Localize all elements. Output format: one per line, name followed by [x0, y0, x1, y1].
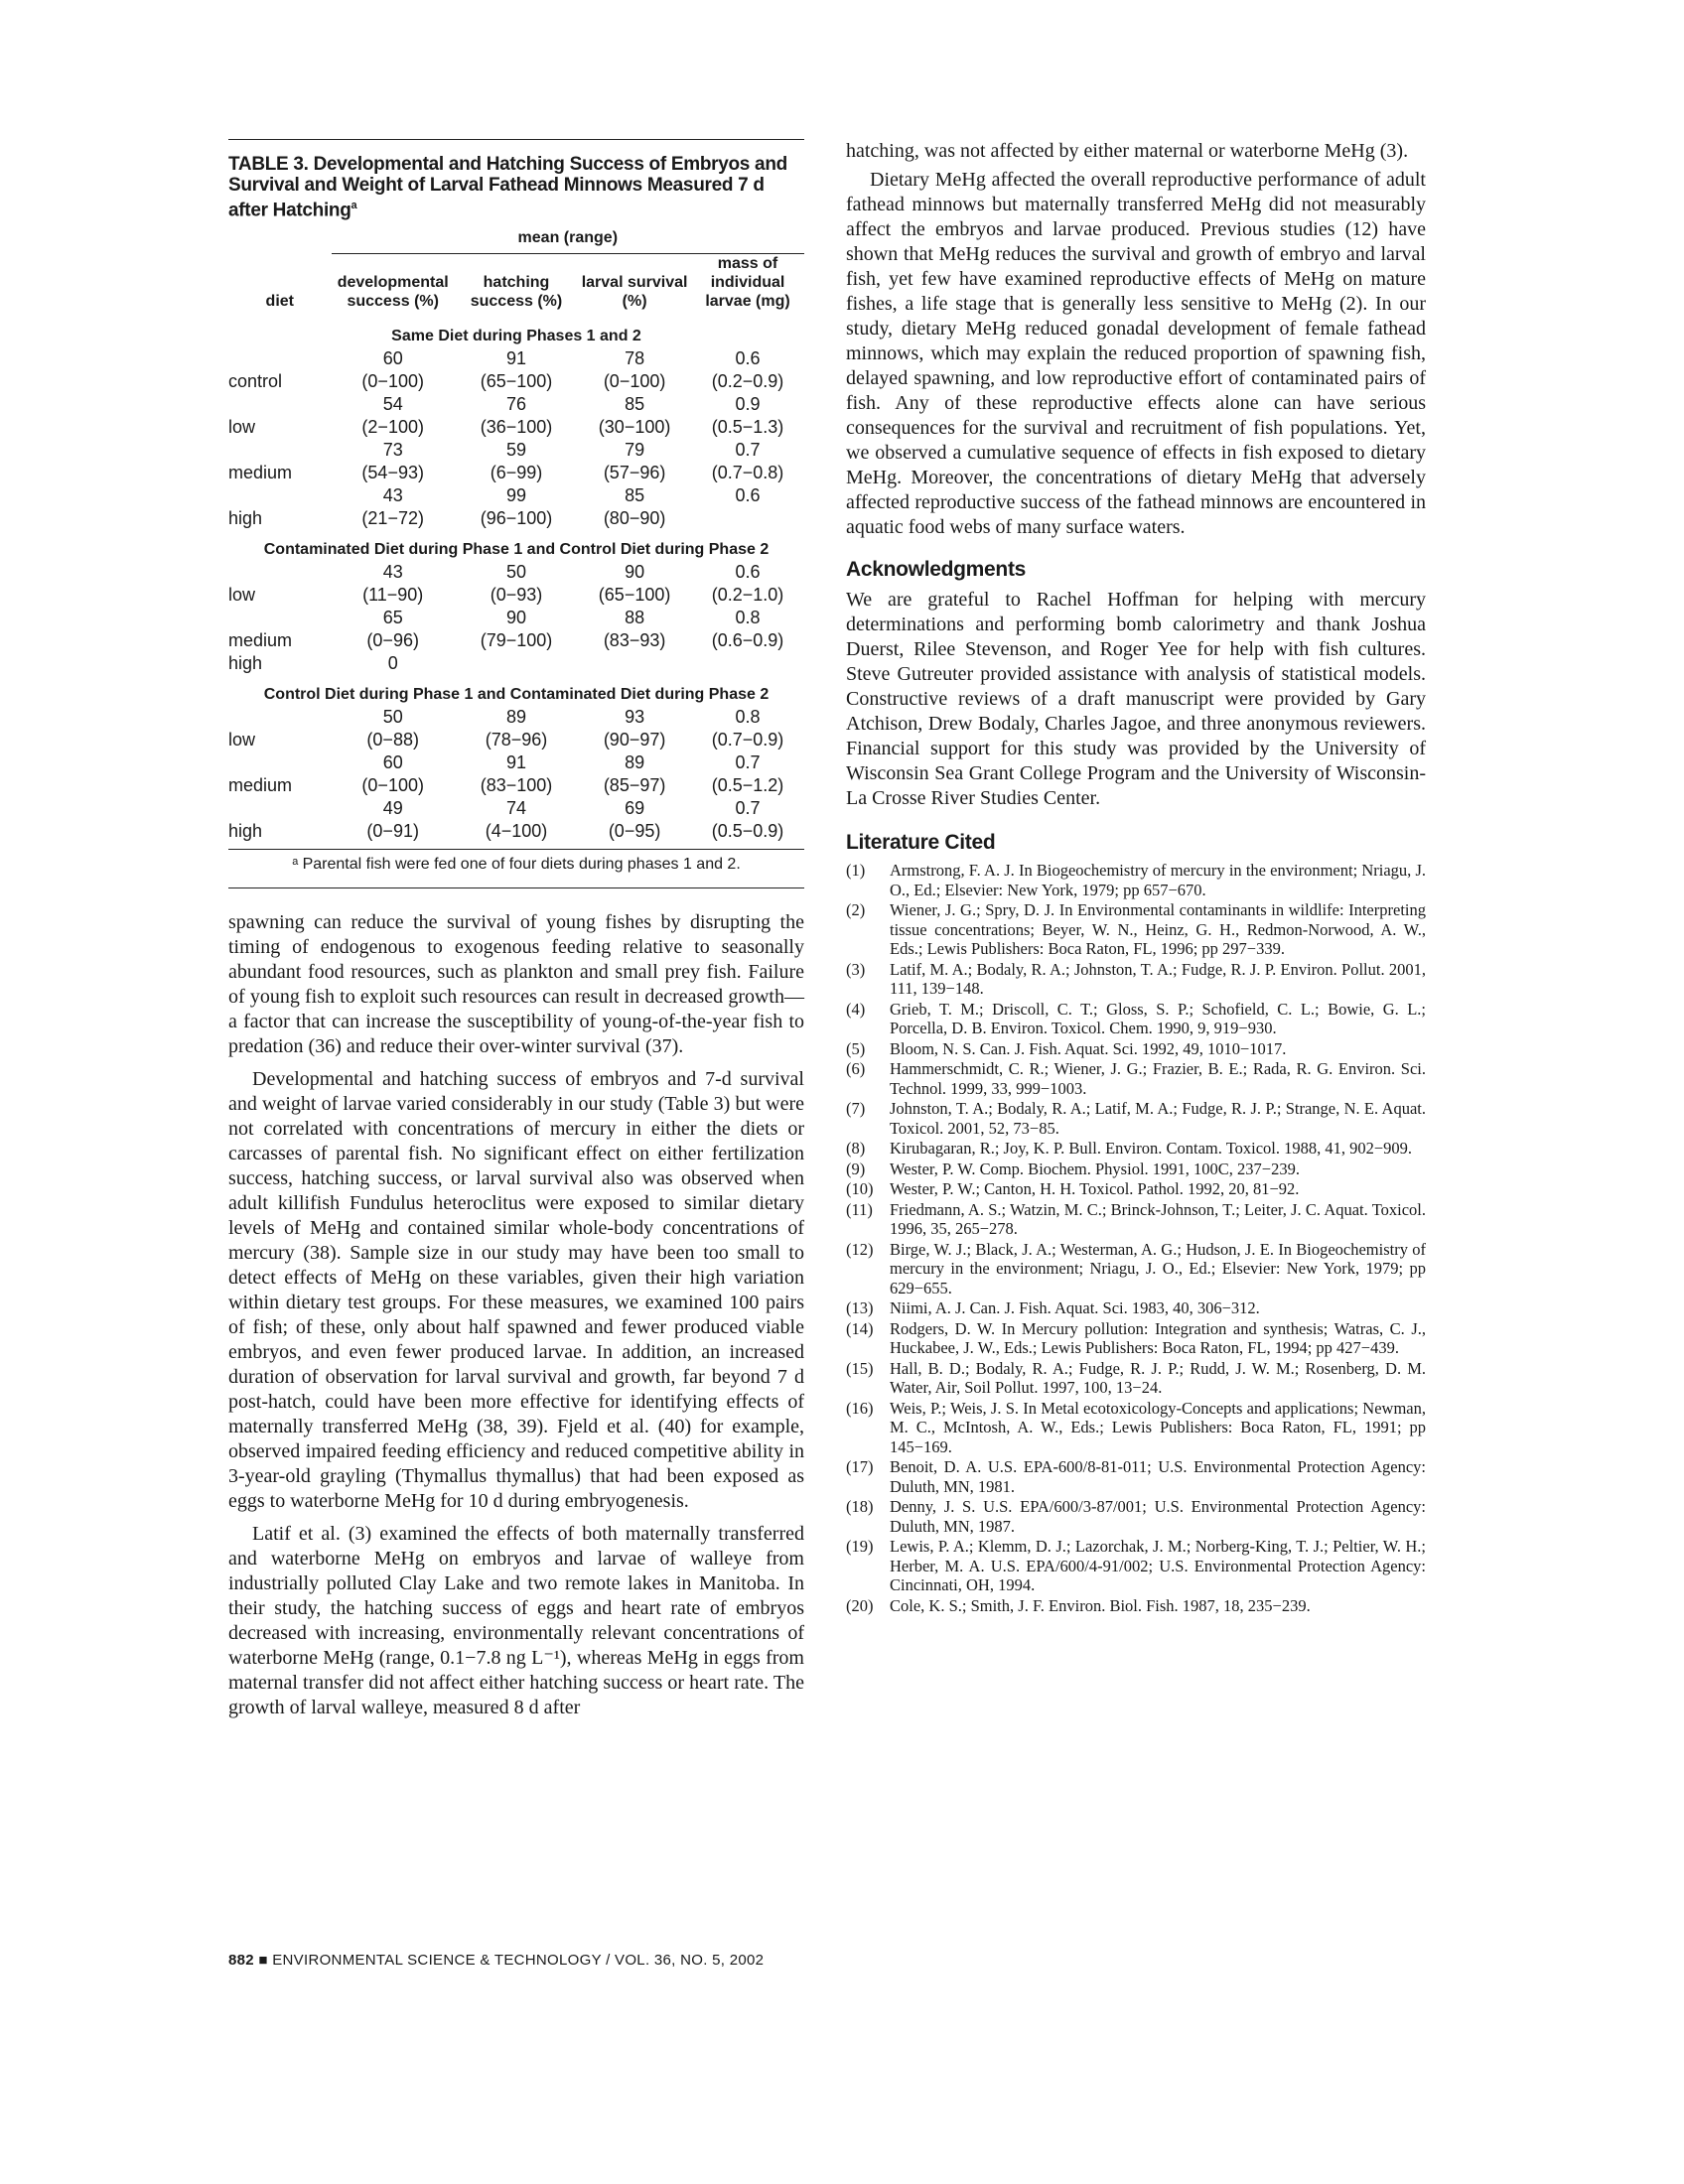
range-cell: (0−96) — [366, 630, 419, 651]
mean-cell: 76 — [505, 394, 526, 415]
table-row-range — [228, 462, 804, 484]
mean-cell: 0.7 — [735, 752, 761, 773]
table-row-mean — [228, 561, 804, 584]
reference-number: (1) — [846, 861, 866, 880]
mean-cell — [578, 652, 691, 675]
reference-text: Kirubagaran, R.; Joy, K. P. Bull. Environ. Contam. Toxicol. 1988, 41, 902−909. — [890, 1139, 1413, 1158]
col-header-developmental: developmental success (%) — [337, 274, 449, 311]
range-cell: (0.7−0.9) — [711, 730, 784, 751]
reference-number: (16) — [846, 1398, 874, 1418]
reference-number: (15) — [846, 1358, 874, 1378]
range-cell: (0.7−0.8) — [711, 463, 784, 483]
range-cell: (78−96) — [485, 730, 548, 751]
range-cell: (0−95) — [608, 821, 661, 842]
mean-cell: 74 — [505, 798, 526, 819]
mean-cell: 0 — [387, 653, 398, 674]
paragraph: Dietary MeHg affected the overall reproductive performance of adult fathead minnows but maternally transferred MeHg did not measurably affect the embryos and larvae produced. Previous studies (12) have shown that MeHg reduces the survival and growth of embryo and larval fish, yet few have examined reproductive effects of MeHg on mature fishes, a life stage that is generally less sensitive to MeHg (2). In our study, dietary MeHg reduced gonadal development of female fathead minnows, which may explain the reduced proportion of spawning fish, delayed spawning, and low reproductive effort of contaminated pairs of fish. Any of these reproductive effects alone can have serious consequences for the survival and recruitment of fish populations. Yet, we observed a cumulative sequence of effects in fish exposed to dietary MeHg. Moreover, the concentrations of dietary MeHg that adversely affected reproductive success of the fathead minnows are encountered in aquatic food webs of many surface waters. — [846, 169, 1426, 538]
range-cell: (65−100) — [598, 585, 671, 606]
acknowledgments-heading: Acknowledgments — [846, 558, 1027, 581]
mean-cell: 59 — [505, 440, 526, 461]
mean-cell: 50 — [505, 562, 526, 583]
mean-cell: 0.7 — [735, 440, 761, 461]
range-cell: (0.5−1.3) — [711, 417, 784, 438]
group-header-row — [228, 317, 804, 347]
diet-label: medium — [228, 463, 293, 483]
reference-number: (19) — [846, 1537, 874, 1556]
reference-text: Benoit, D. A. U.S. EPA-600/8-81-011; U.S. Environmental Protection Agency: Duluth, MN, 1981. — [890, 1457, 1426, 1496]
data-table — [228, 226, 804, 843]
reference-text: Birge, W. J.; Black, J. A.; Westerman, A. G.; Hudson, J. E. In Biogeochemistry of mercury in the environment; Nriagu, J. O., Ed.; Elsevier: New York, 1979; pp 629−655. — [890, 1239, 1426, 1297]
group-header-row — [228, 530, 804, 561]
range-cell: (6−99) — [490, 463, 543, 483]
reference-item — [846, 1359, 1426, 1398]
diet-label: high — [228, 653, 263, 674]
range-cell: (0−100) — [361, 371, 424, 392]
mean-cell: 85 — [625, 485, 645, 506]
range-cell: (90−97) — [603, 730, 666, 751]
group-title: Contaminated Diet during Phase 1 and Control Diet during Phase 2 — [263, 541, 770, 559]
mean-range-header: mean (range) — [332, 226, 804, 254]
range-cell: (54−93) — [361, 463, 424, 483]
group-header-row — [228, 675, 804, 706]
table-row-mean — [228, 439, 804, 462]
table-row-mean — [228, 797, 804, 820]
diet-label: high — [228, 508, 263, 529]
mean-cell: 50 — [382, 707, 403, 728]
paragraph: spawning can reduce the survival of young fishes by disrupting the timing of endogenous to exogenous feeding relative to seasonally abundant food resources, such as plankton and small prey fish. Failure of young fish to exploit such resources can result in decreased growth—a factor that can increase the susceptibility of young-of-the-year fish to predation (36) and reduce their over-winter survival (37). — [228, 911, 804, 1058]
table-top-rule — [228, 139, 804, 140]
reference-number: (11) — [846, 1199, 873, 1219]
mean-cell: 90 — [625, 562, 645, 583]
mean-cell: 0.7 — [735, 798, 761, 819]
mean-cell: 0.8 — [735, 707, 761, 728]
table-row-range — [228, 507, 804, 530]
range-cell: (96−100) — [480, 508, 553, 529]
range-cell — [691, 507, 804, 530]
col-header-mass: mass of individual larvae (mg) — [705, 255, 790, 311]
journal-citation: ENVIRONMENTAL SCIENCE & TECHNOLOGY / VOL. 36, NO. 5, 2002 — [272, 1952, 765, 1969]
range-cell: (65−100) — [480, 371, 553, 392]
range-cell: (79−100) — [480, 630, 553, 651]
mean-cell: 90 — [505, 608, 526, 628]
table-footnote: ᵃ Parental fish were fed one of four diets during phases 1 and 2. — [228, 849, 804, 874]
table-row-range — [228, 584, 804, 607]
reference-item — [846, 1298, 1426, 1318]
reference-text: Niimi, A. J. Can. J. Fish. Aquat. Sci. 1983, 40, 306−312. — [890, 1298, 1260, 1317]
range-cell: (57−96) — [603, 463, 666, 483]
range-cell: (83−93) — [603, 630, 666, 651]
range-cell: (83−100) — [480, 775, 553, 796]
table-row-mean — [228, 484, 804, 507]
reference-text: Johnston, T. A.; Bodaly, R. A.; Latif, M. A.; Fudge, R. J. P.; Strange, N. E. Aquat. Toxicol. 2001, 52, 73−85. — [890, 1099, 1426, 1138]
mean-cell: 0.9 — [735, 394, 761, 415]
reference-number: (14) — [846, 1318, 874, 1338]
mean-cell: 60 — [382, 752, 403, 773]
range-cell: (0−91) — [366, 821, 419, 842]
table-row-mean — [228, 393, 804, 416]
mean-cell — [455, 652, 578, 675]
mean-cell: 54 — [382, 394, 403, 415]
mean-cell: 91 — [505, 348, 526, 369]
acknowledgments-text: We are grateful to Rachel Hoffman for helping with mercury determinations and performing bomb calorimetry and thank Joshua Duerst, Rilee Stevenson, and Roger Yee for help with fish cultures. Steve Gutreuter provided assistance with analysis of statistical models. Constructive reviews of a draft manuscript were provided by Gary Atchison, Drew Bodaly, Charles Jagoe, and three anonymous reviewers. Financial support for this study was provided by the University of Wisconsin Sea Grant College Program and the University of Wisconsin-La Crosse River Studies Center. — [846, 589, 1426, 809]
reference-item — [846, 1160, 1426, 1179]
reference-item — [846, 1319, 1426, 1358]
table-row-range — [228, 629, 804, 652]
col-header-hatching: hatching success (%) — [470, 274, 563, 311]
reference-item — [846, 1039, 1426, 1059]
mean-cell — [691, 652, 804, 675]
left-column — [228, 139, 804, 1720]
diet-label: low — [228, 417, 256, 438]
reference-number: (9) — [846, 1159, 866, 1178]
reference-text: Latif, M. A.; Bodaly, R. A.; Johnston, T. A.; Fudge, R. J. P. Environ. Pollut. 2001, 111, 139−148. — [890, 959, 1426, 998]
reference-text: Bloom, N. S. Can. J. Fish. Aquat. Sci. 1992, 49, 1010−1017. — [890, 1038, 1287, 1058]
reference-text: Cole, K. S.; Smith, J. F. Environ. Biol. Fish. 1987, 18, 235−239. — [890, 1595, 1311, 1615]
diet-label: control — [228, 371, 283, 392]
reference-text: Lewis, P. A.; Klemm, D. J.; Lazorchak, J. M.; Norberg-King, T. J.; Peltier, W. H.; Herber, M. A. U.S. EPA/600/4-91/002; U.S. Environmental Protection Agency: Cincinnati, OH, 1994. — [890, 1537, 1426, 1594]
reference-number: (4) — [846, 999, 866, 1019]
mean-cell: 0.8 — [735, 608, 761, 628]
range-cell: (0.5−0.9) — [711, 821, 784, 842]
reference-number: (3) — [846, 959, 866, 979]
reference-text: Hall, B. D.; Bodaly, R. A.; Fudge, R. J. P.; Rudd, J. W. M.; Rosenberg, D. M. Water, Air, Soil Pollut. 1997, 100, 13−24. — [890, 1358, 1426, 1397]
paragraph: hatching, was not affected by either maternal or waterborne MeHg (3). — [846, 140, 1409, 162]
page-footer — [228, 1952, 764, 1969]
range-cell: (0.2−1.0) — [711, 585, 784, 606]
table-caption-text: TABLE 3. Developmental and Hatching Success of Embryos and Survival and Weight of Larval Fathead Minnows Measured 7 d after Hatching — [228, 154, 787, 221]
reference-item — [846, 960, 1426, 999]
mean-cell: 93 — [625, 707, 645, 728]
range-cell: (11−90) — [362, 585, 424, 606]
reference-number: (17) — [846, 1457, 874, 1476]
reference-item — [846, 1399, 1426, 1457]
range-cell: (0−93) — [490, 585, 543, 606]
reference-item — [846, 900, 1426, 959]
reference-text: Wester, P. W.; Canton, H. H. Toxicol. Pathol. 1992, 20, 81−92. — [890, 1179, 1300, 1198]
group-title: Control Diet during Phase 1 and Contaminated Diet during Phase 2 — [263, 686, 770, 704]
mean-cell: 89 — [625, 752, 645, 773]
reference-number: (8) — [846, 1139, 866, 1158]
range-cell: (36−100) — [480, 417, 553, 438]
table-row-range — [228, 370, 804, 393]
mean-cell: 79 — [625, 440, 645, 461]
mean-cell: 85 — [625, 394, 645, 415]
reference-item — [846, 1059, 1426, 1098]
range-cell: (4−100) — [485, 821, 548, 842]
right-column — [846, 139, 1426, 1616]
reference-number: (13) — [846, 1298, 874, 1317]
diet-label: medium — [228, 630, 293, 651]
reference-item — [846, 1099, 1426, 1138]
table-row-mean — [228, 607, 804, 629]
mean-cell: 73 — [382, 440, 403, 461]
mean-cell: 78 — [625, 348, 645, 369]
mean-cell: 0.6 — [735, 485, 761, 506]
table-caption — [228, 154, 804, 220]
paragraph: Latif et al. (3) examined the effects of both maternally transferred and waterborne MeHg on embryos and larvae of walleye from industrially polluted Clay Lake and two remote lakes in Manitoba. In their study, the hatching success of eggs and heart rate of embryos decreased with increasing, environmentally relevant concentrations of waterborne MeHg (range, 0.1−7.8 ng L⁻¹), whereas MeHg in eggs from maternal transfer did not affect either hatching success or heart rate. The growth of larval walleye, measured 8 d after — [228, 1523, 804, 1719]
table-body — [228, 317, 804, 843]
col-header-diet: diet — [265, 293, 294, 311]
mean-cell: 43 — [382, 485, 403, 506]
range-cell: (0.5−1.2) — [711, 775, 784, 796]
range-cell: (0−88) — [366, 730, 419, 751]
reference-item — [846, 1179, 1426, 1199]
reference-item — [846, 1596, 1426, 1616]
reference-list — [846, 861, 1426, 1615]
reference-text: Denny, J. S. U.S. EPA/600/3-87/001; U.S. Environmental Protection Agency: Duluth, MN, 1987. — [890, 1497, 1426, 1536]
reference-item — [846, 1497, 1426, 1536]
mean-cell: 91 — [505, 752, 526, 773]
reference-text: Wester, P. W. Comp. Biochem. Physiol. 1991, 100C, 237−239. — [890, 1159, 1300, 1178]
mean-cell: 65 — [382, 608, 403, 628]
reference-item — [846, 1457, 1426, 1496]
mean-cell: 89 — [505, 707, 526, 728]
reference-text: Grieb, T. M.; Driscoll, C. T.; Gloss, S. P.; Schofield, C. L.; Bowie, G. L.; Porcella, D. B. Environ. Toxicol. Chem. 1990, 9, 919−930. — [890, 999, 1426, 1037]
diet-label: medium — [228, 775, 293, 796]
mean-cell: 99 — [505, 485, 526, 506]
page-number: 882 — [228, 1952, 254, 1969]
reference-text: Friedmann, A. S.; Watzin, M. C.; Brinck-Johnson, T.; Leiter, J. C. Aquat. Toxicol. 1996, 35, 265−278. — [890, 1199, 1426, 1238]
diet-label: high — [228, 821, 263, 842]
reference-item — [846, 1200, 1426, 1239]
diet-label: low — [228, 730, 256, 751]
range-cell: (85−97) — [603, 775, 666, 796]
range-cell: (0−100) — [361, 775, 424, 796]
paragraph: Developmental and hatching success of embryos and 7-d survival and weight of larvae varied considerably in our study (Table 3) but were not correlated with concentrations of mercury in either the diets or carcasses of parental fish. No significant effect on either fertilization success, hatching success, or larval survival also was observed when adult killifish Fundulus heteroclitus were exposed to similar dietary levels of MeHg and contained similar whole-body concentrations of mercury (38). Sample size in our study may have been too small to detect effects of MeHg on these variables, given their high variation within dietary test groups. For these measures, we examined 100 pairs of fish; of these, only about half spawned and fewer produced viable embryos, and even fewer produced larvae. In addition, an increased duration of observation for larval survival and growth, far beyond 7 d post-hatch, could have been more effective for identifying effects of maternally transferred MeHg (38, 39). Fjeld et al. (40) for example, observed impaired feeding efficiency and reduced competitive ability in 3-year-old grayling (Thymallus thymallus) that had been exposed as eggs to waterborne MeHg for 10 d during embryogenesis. — [228, 1068, 804, 1513]
table-row-range — [228, 774, 804, 797]
range-cell: (0.6−0.9) — [711, 630, 784, 651]
table-row-range — [228, 729, 804, 751]
reference-number: (18) — [846, 1497, 874, 1516]
table-row-range — [228, 820, 804, 843]
range-cell: (30−100) — [598, 417, 671, 438]
reference-number: (12) — [846, 1239, 874, 1259]
reference-text: Hammerschmidt, C. R.; Wiener, J. G.; Frazier, B. E.; Rada, R. G. Environ. Sci. Technol. 1999, 33, 999−1003. — [890, 1059, 1426, 1098]
mean-cell: 49 — [382, 798, 403, 819]
reference-item — [846, 1000, 1426, 1038]
reference-item — [846, 1240, 1426, 1298]
reference-number: (10) — [846, 1179, 874, 1198]
col-header-larval-survival: larval survival (%) — [581, 274, 688, 311]
reference-text: Rodgers, D. W. In Mercury pollution: Integration and synthesis; Watras, C. J., Huckabee, J. W., Eds.; Lewis Publishers: Boca Raton, FL, 1994; pp 427−439. — [890, 1318, 1426, 1357]
mean-cell: 0.6 — [735, 348, 761, 369]
reference-item — [846, 861, 1426, 899]
reference-number: (5) — [846, 1038, 866, 1058]
table-row-mean — [228, 706, 804, 729]
reference-number: (6) — [846, 1059, 866, 1078]
reference-item — [846, 1139, 1426, 1159]
range-cell: (21−72) — [361, 508, 424, 529]
range-cell: (80−90) — [603, 508, 666, 529]
table-row-range — [228, 416, 804, 439]
mean-cell: 43 — [382, 562, 403, 583]
range-cell: (0.2−0.9) — [711, 371, 784, 392]
reference-number: (7) — [846, 1099, 866, 1118]
reference-text: Weis, P.; Weis, J. S. In Metal ecotoxicology-Concepts and applications; Newman, M. C., McIntosh, A. W., Eds.; Lewis Publishers: Boca Raton, FL, 1991; pp 145−169. — [890, 1398, 1426, 1456]
range-cell: (0−100) — [603, 371, 666, 392]
mean-cell: 0.6 — [735, 562, 761, 583]
mean-cell: 69 — [625, 798, 645, 819]
table-row-mean — [228, 347, 804, 370]
left-body-text — [228, 910, 804, 1720]
reference-number: (2) — [846, 900, 866, 919]
reference-text: Armstrong, F. A. J. In Biogeochemistry of mercury in the environment; Nriagu, J. O., Ed.; Elsevier: New York, 1979; pp 657−670. — [890, 861, 1426, 899]
table-bottom-rule — [228, 887, 804, 888]
group-title: Same Diet during Phases 1 and 2 — [391, 328, 641, 345]
mean-cell: 88 — [625, 608, 645, 628]
table-row-mean — [228, 751, 804, 774]
reference-item — [846, 1537, 1426, 1595]
reference-text: Wiener, J. G.; Spry, D. J. In Environmental contaminants in wildlife: Interpreting tissue concentrations; Beyer, W. N., Heinz, G. H., Redmon-Norwood, A. W., Eds.; Lewis Publishers: Boca Raton, FL, 1996; pp 297−339. — [890, 900, 1426, 958]
footer-bullet: ■ — [258, 1952, 268, 1969]
diet-label: low — [228, 585, 256, 606]
table-caption-note-mark: a — [351, 200, 357, 211]
reference-number: (20) — [846, 1595, 874, 1615]
range-cell: (2−100) — [361, 417, 424, 438]
table-row-mean — [228, 652, 804, 675]
literature-cited-heading: Literature Cited — [846, 831, 996, 854]
mean-cell: 60 — [382, 348, 403, 369]
